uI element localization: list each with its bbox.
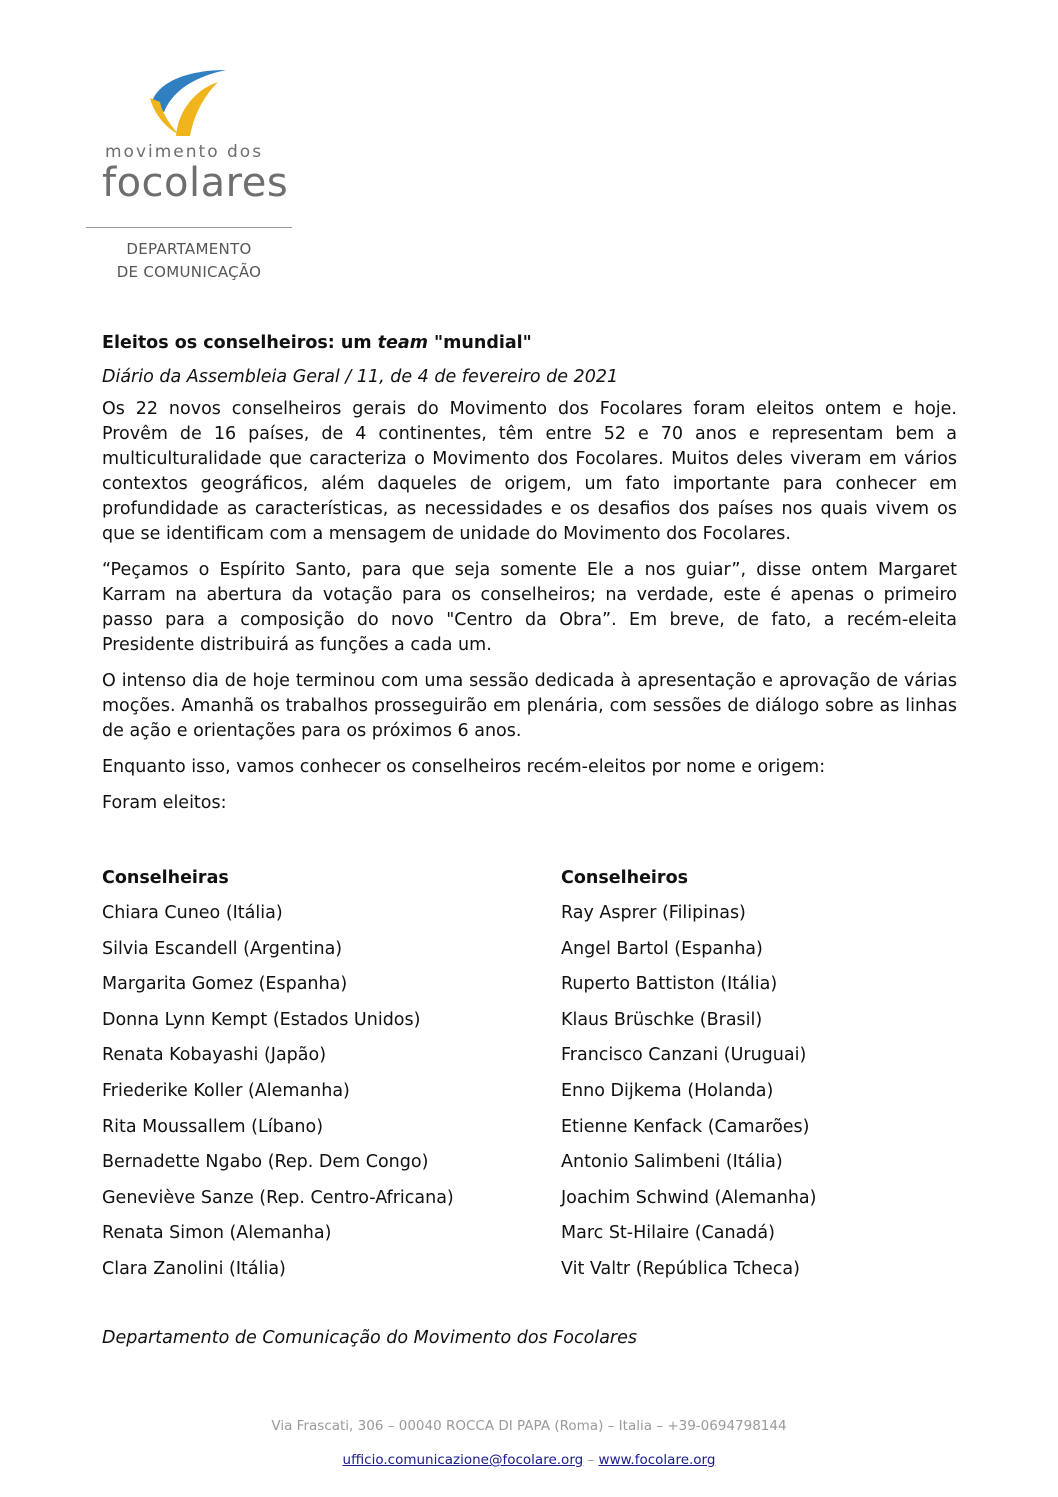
list-item: Ruperto Battiston (Itália)	[561, 974, 778, 995]
list-item: Geneviève Sanze (Rep. Centro-Africana)	[102, 1187, 454, 1208]
paragraph-1: Os 22 novos conselheiros gerais do Movimento dos Focolares foram eleitos ontem e hoje. Provêm de 16 países, de 4 continentes, têm entre 52 e 70 anos e representam bem a multiculturalidade que caracteriza o Movimento dos Focolares. Muitos deles viveram em vários contextos geográficos, além daqueles de origem, um fato importante para conhecer em profundidade as características, as necessidades e os desafios dos países nos quais vivem os que se identificam com a mensagem de unidade do Movimento dos Focolares.	[102, 399, 957, 544]
article-subtitle: Diário da Assembleia Geral / 11, de 4 de fevereiro de 2021	[102, 367, 619, 387]
logo-yellow-swoosh	[176, 82, 218, 136]
title-text-start: Eleitos os conselheiros: um	[102, 333, 378, 353]
men-councillors-column	[561, 865, 981, 1292]
department-label	[86, 238, 292, 284]
list-item: Marc St-Hilaire (Canadá)	[561, 1223, 775, 1244]
logo-text-focolares: focolares	[102, 160, 289, 206]
paragraph-2: “Peçamos o Espírito Santo, para que seja somente Ele a nos guiar”, disse ontem Margaret Karram na abertura da votação para os conselheiros; na verdade, este é apenas o primeiro passo para a composição do novo "Centro da Obra”. Em breve, de fato, a recém-eleita Presidente distribuirá as funções a cada um.	[102, 560, 957, 655]
list-item: Joachim Schwind (Alemanha)	[561, 1187, 817, 1208]
logo-text-movimento-dos: movimento dos	[105, 142, 264, 162]
article-body	[102, 333, 957, 827]
list-item: Angel Bartol (Espanha)	[561, 938, 763, 959]
women-councillors-column	[102, 865, 522, 1292]
paragraph-5: Foram eleitos:	[102, 793, 227, 813]
title-text-emphasis: team	[377, 333, 428, 353]
list-item: Chiara Cuneo (Itália)	[102, 903, 283, 923]
list-item: Friederike Koller (Alemanha)	[102, 1080, 350, 1101]
list-item: Vit Valtr (República Tcheca)	[561, 1258, 800, 1279]
list-item: Clara Zanolini (Itália)	[102, 1258, 286, 1279]
title-text-end: "mundial"	[427, 333, 532, 353]
signature: Departamento de Comunicação do Movimento dos Focolares	[102, 1328, 638, 1348]
list-item: Klaus Brüschke (Brasil)	[561, 1009, 763, 1030]
list-item: Bernadette Ngabo (Rep. Dem Congo)	[102, 1152, 429, 1173]
department-line-1: DEPARTAMENTO	[126, 240, 252, 258]
list-item: Francisco Canzani (Uruguai)	[561, 1045, 807, 1066]
men-heading: Conselheiros	[561, 868, 689, 888]
women-heading: Conselheiras	[102, 868, 229, 888]
focolares-logo-icon	[148, 68, 230, 140]
header-divider	[86, 227, 292, 228]
list-item: Antonio Salimbeni (Itália)	[561, 1152, 783, 1173]
list-item: Renata Simon (Alemanha)	[102, 1223, 332, 1244]
footer-separator: –	[587, 1452, 595, 1468]
list-item: Silvia Escandell (Argentina)	[102, 938, 343, 959]
list-item: Ray Asprer (Filipinas)	[561, 903, 746, 923]
list-item: Rita Moussallem (Líbano)	[102, 1116, 324, 1137]
footer-address: Via Frascati, 306 – 00040 ROCCA DI PAPA (Roma) – Italia – +39-0694798144	[271, 1418, 787, 1434]
list-item: Margarita Gomez (Espanha)	[102, 974, 348, 995]
article-title	[102, 333, 957, 353]
list-item: Enno Dijkema (Holanda)	[561, 1080, 774, 1101]
paragraph-3: O intenso dia de hoje terminou com uma sessão dedicada à apresentação e aprovação de várias moções. Amanhã os trabalhos prosseguirão em plenária, com sessões de diálogo sobre as linhas de ação e orientações para os próximos 6 anos.	[102, 671, 957, 741]
email-link[interactable]: ufficio.comunicazione@focolare.org	[342, 1452, 584, 1468]
list-item: Etienne Kenfack (Camarões)	[561, 1116, 810, 1137]
list-item: Donna Lynn Kempt (Estados Unidos)	[102, 1009, 421, 1030]
footer-links	[0, 1452, 1058, 1468]
paragraph-4: Enquanto isso, vamos conhecer os conselheiros recém-eleitos por nome e origem:	[102, 757, 826, 777]
list-item: Renata Kobayashi (Japão)	[102, 1045, 327, 1066]
website-link[interactable]: www.focolare.org	[598, 1452, 716, 1468]
department-line-2: DE COMUNICAÇÃO	[116, 263, 262, 281]
